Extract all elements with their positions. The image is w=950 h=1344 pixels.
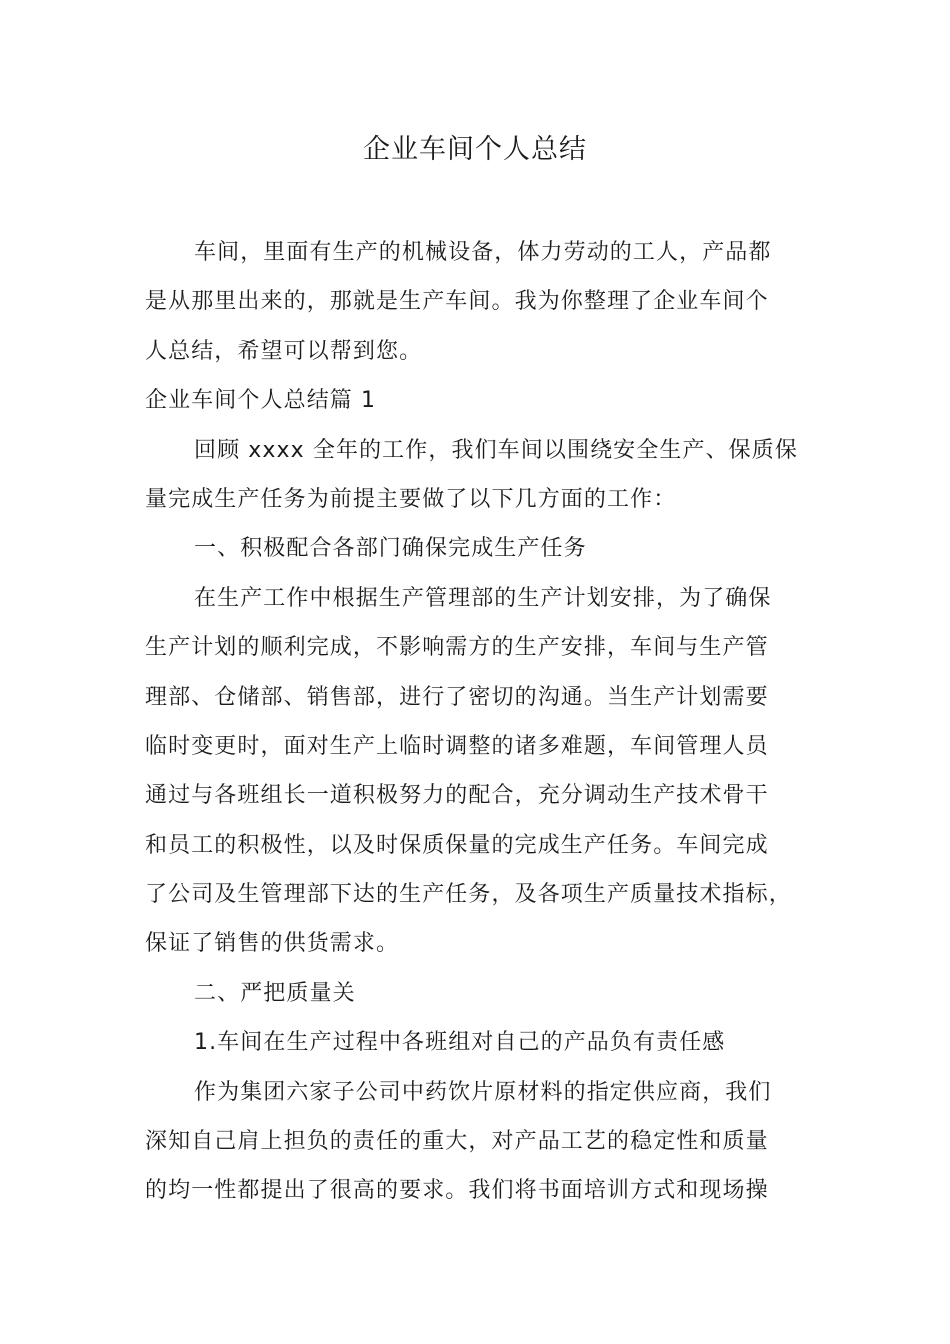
document-body	[145, 228, 805, 1216]
document-title: 企业车间个人总结	[363, 134, 587, 165]
paragraph-line: 了公司及生管理部下达的生产任务，及各项生产质量技术指标，	[145, 882, 792, 908]
paragraph-line: 生产计划的顺利完成，不影响需方的生产安排，车间与生产管	[145, 635, 769, 661]
paragraph-line: 车间，里面有生产的机械设备，体力劳动的工人，产品都	[194, 240, 772, 265]
paragraph-line: 作为集团六家子公司中药饮片原材料的指定供应商，我们	[194, 1079, 772, 1105]
paragraph-line: 量完成生产任务为前提主要做了以下几方面的工作：	[145, 486, 677, 512]
paragraph-line: 的均一性都提出了很高的要求。我们将书面培训方式和现场操	[145, 1178, 769, 1204]
subsection-heading: 一、积极配合各部门确保完成生产任务	[194, 536, 587, 562]
paragraph-line: 是从那里出来的，那就是生产车间。我为你整理了企业车间个	[145, 289, 769, 315]
section-heading: 企业车间个人总结篇 1	[145, 388, 377, 414]
paragraph-line: 保证了销售的供货需求。	[145, 931, 400, 957]
paragraph-line: 在生产工作中根据生产管理部的生产计划安排，为了确保	[194, 585, 772, 611]
paragraph-line: 深知自己肩上担负的责任的重大，对产品工艺的稳定性和质量	[145, 1129, 769, 1155]
paragraph-line: 通过与各班组长一道积极努力的配合，充分调动生产技术骨干	[145, 783, 769, 809]
paragraph-line: 回顾 xxxx 全年的工作，我们车间以围绕安全生产、保质保	[194, 437, 798, 463]
paragraph-line: 临时变更时，面对生产上临时调整的诸多难题，车间管理人员	[145, 733, 769, 759]
paragraph-line: 理部、仓储部、销售部，进行了密切的沟通。当生产计划需要	[145, 684, 769, 710]
paragraph-line: 人总结，希望可以帮到您。	[145, 338, 423, 364]
numbered-heading: 1.车间在生产过程中各班组对自己的产品负有责任感	[194, 1030, 726, 1056]
paragraph-line: 和员工的积极性，以及时保质保量的完成生产任务。车间完成	[145, 832, 769, 858]
subsection-heading: 二、严把质量关	[194, 980, 356, 1006]
